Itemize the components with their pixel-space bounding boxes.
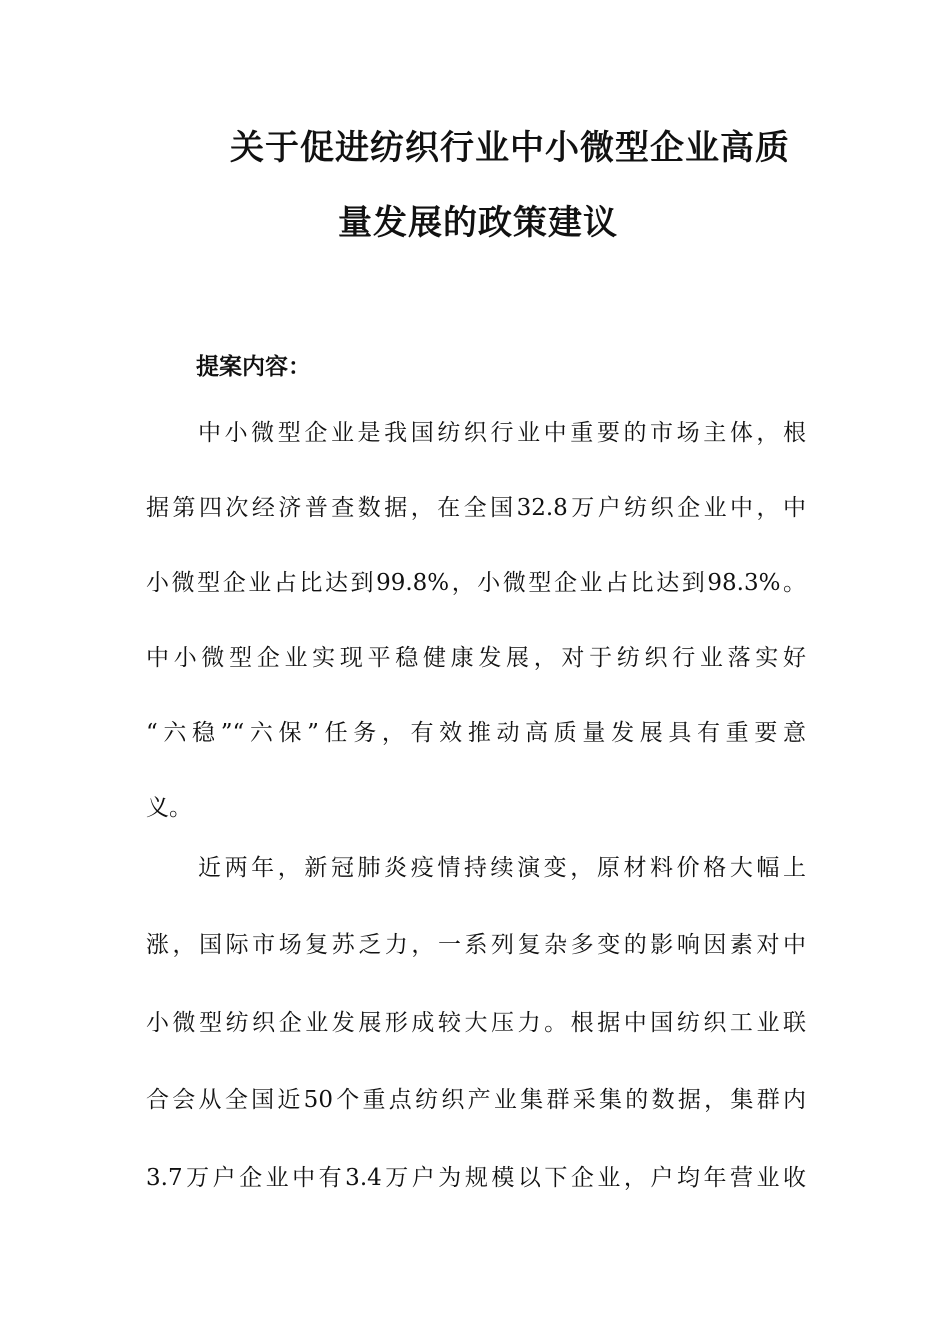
paragraph-line: 中小微型企业实现平稳健康发展，对于纺织行业落实好	[146, 645, 806, 671]
paragraph-line: 小微型企业占比达到99.8%，小微型企业占比达到98.3%。	[146, 570, 806, 596]
paragraph-line: 合会从全国近50个重点纺织产业集群采集的数据，集群内	[146, 1087, 806, 1113]
paragraph-line: 涨，国际市场复苏乏力，一系列复杂多变的影响因素对中	[146, 932, 806, 958]
document-title-line-1: 关于促进纺织行业中小微型企业高质	[230, 128, 790, 168]
section-label: 提案内容：	[196, 353, 311, 380]
paragraph-line: 据第四次经济普查数据，在全国32.8万户纺织企业中，中	[146, 495, 806, 521]
paragraph-line: 中小微型企业是我国纺织行业中重要的市场主体，根	[198, 420, 806, 446]
paragraph-line: 3.7万户企业中有3.4万户为规模以下企业，户均年营业收	[146, 1165, 806, 1191]
paragraph-line: 近两年，新冠肺炎疫情持续演变，原材料价格大幅上	[198, 855, 806, 881]
paragraph-line: “六稳”“六保”任务，有效推动高质量发展具有重要意	[146, 720, 806, 746]
paragraph-line: 小微型纺织企业发展形成较大压力。根据中国纺织工业联	[146, 1010, 806, 1036]
document-title-line-2: 量发展的政策建议	[338, 203, 618, 243]
paragraph-line: 义。	[146, 795, 192, 821]
